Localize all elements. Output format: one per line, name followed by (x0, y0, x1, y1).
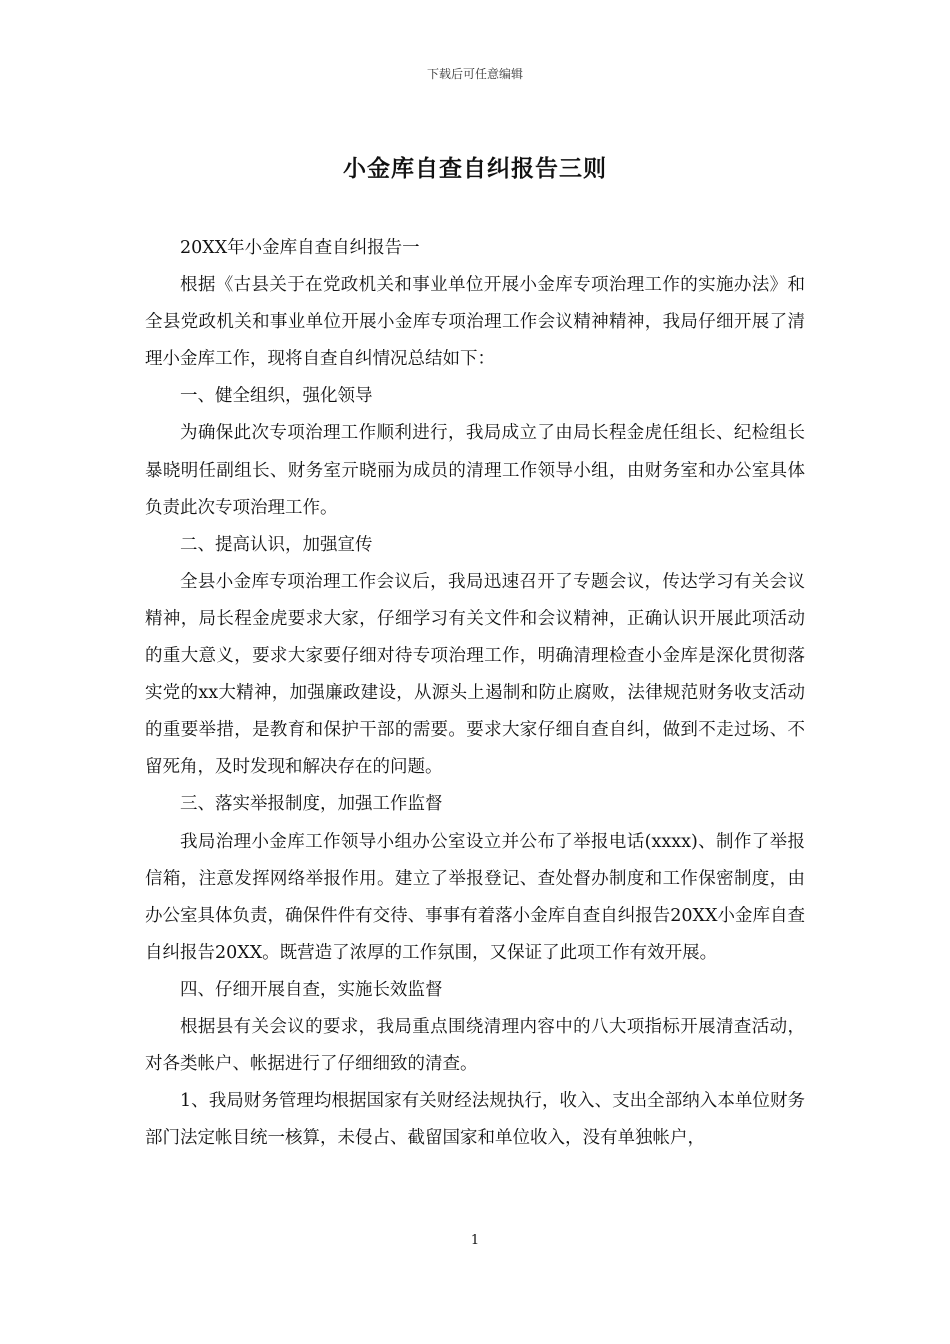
body-paragraph: 根据《古县关于在党政机关和事业单位开展小金库专项治理工作的实施办法》和全县党政机关和事业单位开展小金库专项治理工作会议精神精神，我局仔细开展了清理小金库工作，现将自查自纠情况总结如下： (145, 275, 805, 370)
header-note: 下载后可任意编辑 (426, 67, 523, 81)
body-paragraph: 全县小金库专项治理工作会议后，我局迅速召开了专题会议，传达学习有关会议精神，局长程金虎要求大家，仔细学习有关文件和会议精神，正确认识开展此项活动的重大意义，要求大家要仔细对待专项治理工作，明确清理检查小金库是深化贯彻落实党的xx大精神，加强廉政建设，从源头上遏制和防止腐败，法律规范财务收支活动的重要举措，是教育和保护干部的需要。要求大家仔细自查自纠，做到不走过场、不留死角，及时发现和解决存在的问题。 (145, 571, 805, 778)
section-heading: 三、落实举报制度，加强工作监督 (180, 794, 443, 815)
section-heading: 一、健全组织，强化领导 (180, 386, 373, 407)
body-paragraph: 我局治理小金库工作领导小组办公室设立并公布了举报电话(xxxx)、制作了举报信箱，注意发挥网络举报作用。建立了举报登记、查处督办制度和工作保密制度，由办公室具体负责，确保件件有交待、事事有着落小金库自查自纠报告20XX小金库自查自纠报告20XX。既营造了浓厚的工作氛围，又保证了此项工作有效开展。 (145, 831, 805, 963)
body-paragraph: 根据县有关会议的要求，我局重点围绕清理内容中的八大项指标开展清查活动，对各类帐户、帐据进行了仔细细致的清查。 (145, 1016, 805, 1075)
section-heading: 20XX年小金库自查自纠报告一 (180, 238, 420, 258)
section-heading: 四、仔细开展自查，实施长效监督 (180, 979, 443, 1000)
document-title: 小金库自查自纠报告三则 (343, 156, 607, 182)
page-number: 1 (470, 1233, 480, 1248)
section-heading: 二、提高认识，加强宣传 (180, 534, 373, 555)
body-paragraph: 1、我局财务管理均根据国家有关财经法规执行，收入、支出全部纳入本单位财务部门法定帐目统一核算，未侵占、截留国家和单位收入，没有单独帐户， (145, 1091, 805, 1149)
body-paragraph: 为确保此次专项治理工作顺利进行，我局成立了由局长程金虎任组长、纪检组长暴晓明任副组长、财务室亓晓丽为成员的清理工作领导小组，由财务室和办公室具体负责此次专项治理工作。 (145, 423, 805, 518)
document-body (145, 230, 805, 1157)
